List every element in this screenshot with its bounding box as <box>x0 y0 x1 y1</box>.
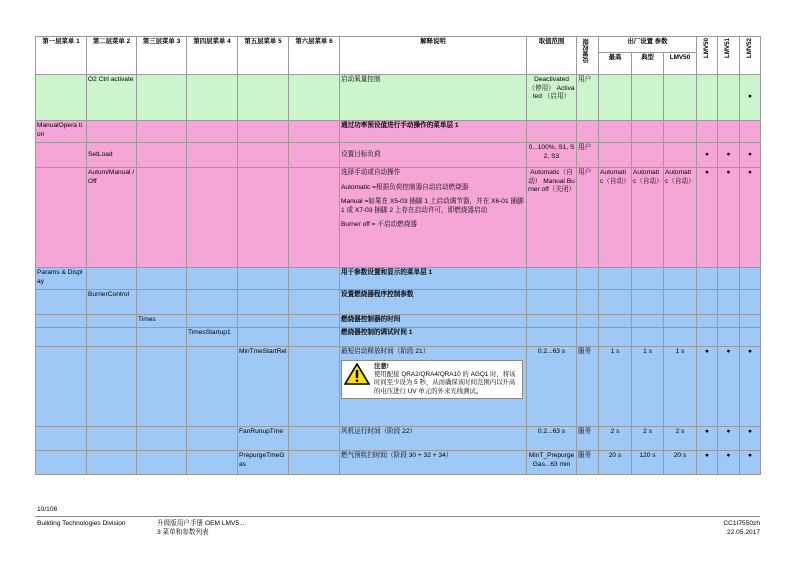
header-level1: 第一层菜单 1 <box>36 37 87 75</box>
factory3-mintme: 1 s <box>664 347 697 427</box>
table-row <box>36 451 761 475</box>
lmv50-setload: ● <box>697 143 718 168</box>
desc-mintme-text: 最短启动释放时间（阶段 21） <box>341 348 430 355</box>
pwd-setload: 用户 <box>577 143 599 168</box>
menu-manual-operation: ManualOpera tion <box>36 121 87 143</box>
range-mintme: 0.2...63 s <box>527 347 577 427</box>
desc-fanrun: 风机运行时间（阶段 22） <box>340 427 527 451</box>
desc-automan-line1: 选择手动或自动操作 <box>341 169 401 176</box>
factory3-automan: Automati c（自动） <box>664 168 697 268</box>
table-row <box>36 315 761 328</box>
desc-startup: 燃烧器控制的调试时间 1 <box>340 328 527 347</box>
pwd-fanrun: 服务 <box>577 427 599 451</box>
desc-setload: 设置目标负荷 <box>340 143 527 168</box>
footer-division: Building Technologies Division <box>37 520 126 527</box>
page-number: 10/108 <box>37 506 58 513</box>
range-automan: Automatic（自动） Manual Burner off（关闭） <box>527 168 577 268</box>
footer-rule <box>35 516 760 517</box>
lmv51-prepurge: ● <box>718 451 740 475</box>
menu-o2-ctrl: O2 Ctrl activate <box>87 75 137 121</box>
warning-title: 注意! <box>374 362 389 370</box>
header-description: 解释说明 <box>340 37 527 75</box>
lmv51-setload: ● <box>718 143 740 168</box>
lmv52-o2: ● <box>740 75 761 121</box>
desc-mintme <box>340 347 527 427</box>
factory2-mintme: 1 s <box>632 347 664 427</box>
table-row <box>36 290 761 315</box>
desc-automan-line2: Automatic =根据负荷控制器自动启动燃烧器 <box>341 183 469 191</box>
table-row <box>36 143 761 168</box>
header-level4: 第四层菜单 4 <box>187 37 238 75</box>
header-level6: 第六层菜单 6 <box>289 37 340 75</box>
lmv51-fanrun: ● <box>718 427 740 451</box>
footer-subtitle: 3 菜单和参数列表 <box>157 529 209 536</box>
header-lmv52 <box>740 37 761 75</box>
range-setload: 0...100%, S1, S2, S3 <box>527 143 577 168</box>
factory2-prepurge: 120 s <box>632 451 664 475</box>
menu-times: Times <box>137 315 187 328</box>
header-lmv50 <box>697 37 718 75</box>
menu-params-display: Params & Display <box>36 268 87 290</box>
header-factory-mid: 典型 <box>632 53 664 75</box>
menu-fan-runup: FanRunupTme <box>238 427 289 451</box>
header-lmv50-label: LMV50 <box>702 38 710 58</box>
header-factory-lmv50: LMV50 <box>664 53 697 75</box>
desc-automan-line4: Burner off = 不启动燃烧器 <box>341 221 417 229</box>
desc-params: 用于参数设置和显示的菜单层 1 <box>340 268 527 290</box>
lmv52-setload: ● <box>740 143 761 168</box>
range-fanrun: 0.2...63 s <box>527 427 577 451</box>
lmv50-fanrun: ● <box>697 427 718 451</box>
header-password <box>577 37 599 75</box>
lmv52-prepurge: ● <box>740 451 761 475</box>
menu-prepurge-tme-gas: PrepurgeTmeGas <box>238 451 289 475</box>
header-password-label: 设置权限 <box>583 38 591 63</box>
table-row <box>36 328 761 347</box>
desc-prepurge: 燃气预吹扫时间（阶段 30 + 32 + 34） <box>340 451 527 475</box>
factory1-automan: Automati c（自动） <box>599 168 632 268</box>
desc-manual: 通过功率预设值进行手动操作的菜单层 1 <box>340 121 527 143</box>
desc-automan-line3: Manual =如果在 X5-03 插脚 1 上启动调节器，并在 X6-01 插脚 1 或 X7-03 插脚 2 上存在启动许可，即燃烧器启动 <box>341 198 524 214</box>
pwd-o2: 用户 <box>577 75 599 121</box>
lmv52-automan: ● <box>740 168 761 268</box>
warning-triangle-icon <box>344 363 370 385</box>
footer-title: 升级版用户手册 OEM LMV5... <box>157 520 245 527</box>
lmv50-prepurge: ● <box>697 451 718 475</box>
header-level2: 第二层菜单 2 <box>87 37 137 75</box>
range-o2: Deactivated （停用） Activated （启用） <box>527 75 577 121</box>
factory3-fanrun: 2 s <box>664 427 697 451</box>
lmv52-mintme: ● <box>740 347 761 427</box>
factory3-prepurge: 20 s <box>664 451 697 475</box>
desc-times: 燃烧器控制器的时间 <box>340 315 527 328</box>
warning-text: 使用配接 QRA2/QRA4/QRA10 的 AGQ1 时，将该时间至少设为 5 秒，从而确保该时间范围内以升高的电压进行 UV 单元的外来光线测试。 <box>374 371 516 395</box>
factory1-fanrun: 2 s <box>599 427 632 451</box>
warning-note <box>341 360 523 400</box>
header-lmv52-label: LMV52 <box>745 38 753 58</box>
table-row <box>36 427 761 451</box>
header-lmv51-label: LMV51 <box>724 38 732 58</box>
desc-o2: 启动氧量控制 <box>340 75 527 121</box>
header-factory: 出厂设置 参数 <box>599 37 697 53</box>
table-row <box>36 121 761 143</box>
menu-times-startup: TimesStartup1 <box>187 328 238 347</box>
desc-burner: 设置燃烧器程序控制参数 <box>340 290 527 315</box>
header-lmv51 <box>718 37 740 75</box>
header-level5: 第五层菜单 5 <box>238 37 289 75</box>
lmv50-automan: ● <box>697 168 718 268</box>
factory2-fanrun: 2 s <box>632 427 664 451</box>
lmv51-mintme: ● <box>718 347 740 427</box>
menu-setload: SetLoad <box>87 143 137 168</box>
menu-autom-manual: Autom/Manual /Off <box>87 168 137 268</box>
factory1-mintme: 1 s <box>599 347 632 427</box>
table-row <box>36 75 761 121</box>
table-row <box>36 347 761 427</box>
header-range: 取值范围 <box>527 37 577 75</box>
table-row <box>36 268 761 290</box>
footer-doc-id: CC1I7550zh <box>723 520 760 527</box>
header-factory-std: 最高 <box>599 53 632 75</box>
pwd-automan: 用户 <box>577 168 599 268</box>
lmv50-mintme: ● <box>697 347 718 427</box>
pwd-mintme: 服务 <box>577 347 599 427</box>
lmv52-fanrun: ● <box>740 427 761 451</box>
pwd-prepurge: 服务 <box>577 451 599 475</box>
lmv51-automan: ● <box>718 168 740 268</box>
table-row <box>36 168 761 268</box>
factory2-automan: Automati c（自动） <box>632 168 664 268</box>
desc-automan <box>340 168 527 268</box>
menu-burner-control: BurnerControl <box>87 290 137 315</box>
menu-min-tme-start: MinTmeStartRel <box>238 347 289 427</box>
range-prepurge: MinT_Prepurge Gas...63 min <box>527 451 577 475</box>
factory1-prepurge: 20 s <box>599 451 632 475</box>
parameter-table <box>35 36 761 475</box>
header-level3: 第三层菜单 3 <box>137 37 187 75</box>
footer-date: 22.05.2017 <box>726 529 760 536</box>
